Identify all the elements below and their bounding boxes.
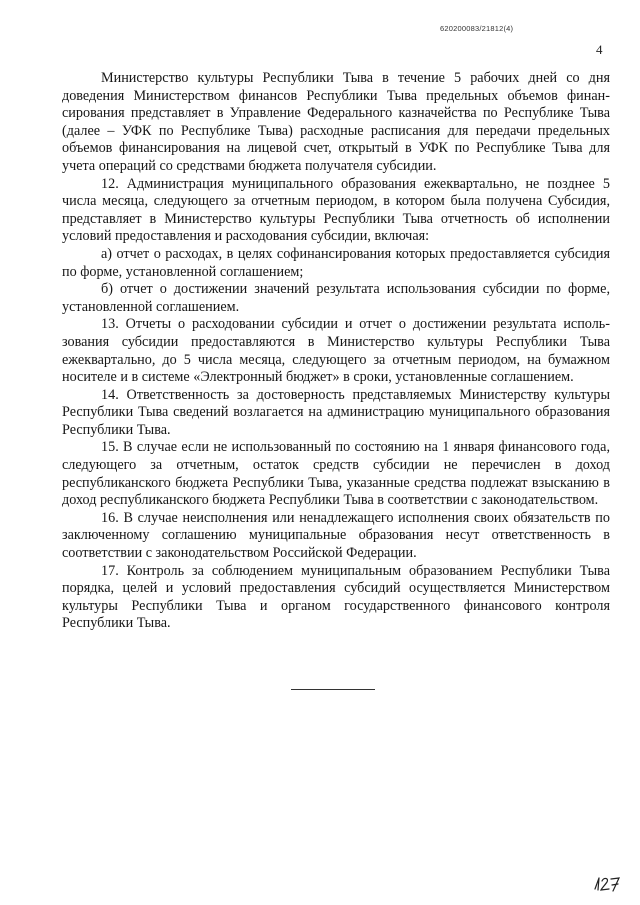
paragraph-12-b: б) отчет о достижении значений результата использования субсидии по форме, установленной соглашением. <box>62 281 610 315</box>
document-id: 620200083/21812(4) <box>440 24 514 33</box>
document-body <box>62 70 610 633</box>
paragraph: Министерство культуры Республики Тыва в течение 5 рабочих дней со дня доведения Министерством финансов Республики Тыва предельных объемов финансирования представляет в Управление Федерального казначейства по Республике Тыва (далее – УФК по Республике Тыва) расходные расписания для передачи предельных объемов финансирования на лицевой счет, открытый в УФК по Республике Тыва для учета операций со средствами бюджета получателя субсидии. <box>62 70 610 174</box>
paragraph-16: 16. В случае неисполнения или ненадлежащего исполнения своих обязательств по заключенному соглашению муниципальные образования несут ответственность в соответствии с законодательством Российской Федерации. <box>62 509 610 562</box>
page-number: 4 <box>596 42 603 57</box>
paragraph-17: 17. Контроль за соблюдением муниципальным образованием Республики Тыва порядка, целей и условий предоставления субсидий осуществляется Министерством культуры Республики Тыва и органом государственного финансового контроля Республики Тыва. <box>62 562 610 632</box>
paragraph-14: 14. Ответственность за достоверность представляемых Министерству культуры Республики Тыва сведений возлагается на администрацию муниципального образования Республики Тыва. <box>62 386 610 438</box>
handwritten-page-mark <box>592 872 622 892</box>
paragraph-15: 15. В случае если не использованный по состоянию на 1 января финансового года, следующего за отчетным, остаток средств субсидии не перечислен в доход республиканского бюджета Республики Тыва, указанные средства подлежат взысканию в доход республиканского бюджета Республики Тыва в соответствии с законодательством. <box>62 439 610 509</box>
paragraph-13: 13. Отчеты о расходовании субсидии и отчет о достижении результата использования субсидии предоставляются в Министерство культуры Республики Тыва ежеквартально, до 5 числа месяца, следующего за отчетным периодом, на бумажном носителе и в системе «Электронный бюджет» в сроки, установленные соглашением. <box>62 316 610 386</box>
end-divider <box>291 689 375 690</box>
paragraph-12: 12. Администрация муниципального образования ежеквартально, не позднее 5 числа месяца, следующего за отчетным периодом, в котором была получена Субсидия, представляет в Министерство культуры Республики Тыва отчетность об исполнении условий предоставления и расходования субсидии, включая: <box>62 175 610 245</box>
paragraph-12-a: а) отчет о расходах, в целях софинансирования которых предоставляется субсидия по форме, установленной соглашением; <box>62 245 610 280</box>
